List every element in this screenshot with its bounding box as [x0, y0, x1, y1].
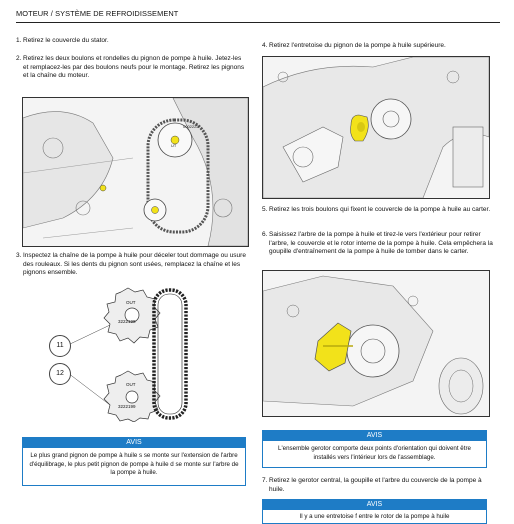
sprocket-out-label: UT	[171, 143, 177, 148]
figure-oil-pump-removal	[262, 270, 490, 417]
step-text: Inspectez la chaîne de la pompe à huile pour déceler tout dommage ou usure des rouleaux. Si les dents du pignon sont usées, remplacez la chaîne et les pignons ensemble.	[23, 252, 246, 277]
callout-11: 11	[49, 335, 71, 357]
avis-text: Le plus grand pignon de pompe à huile s se monte sur l'extension de l'arbre d'équilibrage, le plus petit pignon de pompe à huile d se monte sur l'arbre de la pompe à huile.	[29, 452, 239, 477]
figure-chain-sprockets	[44, 287, 204, 422]
step-2	[16, 55, 248, 81]
section-title: MOTEUR / SYSTÈME DE REFROIDISSEMENT	[16, 9, 179, 18]
top-gear-out-label: OUT	[126, 300, 136, 305]
step-number: 7.	[262, 477, 268, 484]
avis-title-right-2: AVIS	[262, 499, 487, 510]
step-text: Saisissez l'arbre de la pompe à huile et tirez-le vers l'extérieur pour retirer l'arbre, le couvercle et le rotor interne de la pompe à huile. Cela empêchera la goupille d'entraînement de la pompe à huile de tomber dans le carter.	[269, 231, 493, 256]
step-7	[262, 477, 498, 494]
bottom-gear-out-label: OUT	[126, 382, 136, 387]
step-text: Retirez l'entretoise du pignon de la pompe à huile supérieure.	[269, 42, 446, 49]
avis-title-right: AVIS	[262, 430, 487, 441]
step-text: Retirez les trois boulons qui fixent le couvercle de la pompe à huile au carter.	[269, 206, 491, 213]
avis-text: L'ensemble gerotor comporte deux points d'orientation qui doivent être installés vers l'intérieur lors de l'assemblage.	[278, 445, 471, 461]
step-6	[262, 231, 498, 257]
avis-body-right-2	[262, 510, 487, 524]
callout-12: 12	[49, 363, 71, 385]
step-1	[16, 37, 248, 46]
step-text: Retirez le gerotor central, la goupille et l'arbre du couvercle de la pompe à huile.	[269, 477, 482, 493]
step-4	[262, 42, 502, 51]
engine-sprocket-illustration	[23, 98, 248, 246]
figure-oil-pump-sprockets	[22, 97, 249, 247]
page-header	[16, 9, 500, 23]
step-5	[262, 206, 498, 215]
step-text: Retirez le couvercle du stator.	[23, 37, 109, 44]
step-3	[16, 252, 248, 278]
avis-text: Il y a une entretoise f entre le rotor de la pompe à huile	[299, 513, 450, 520]
bottom-gear-part-number: 3222199	[118, 404, 136, 409]
engine-spacer-illustration	[263, 57, 489, 198]
oil-pump-removal-illustration	[263, 271, 489, 416]
step-number: 6.	[262, 231, 268, 238]
avis-title-left: AVIS	[22, 437, 246, 448]
sprocket-part-label: 0002222	[183, 124, 199, 129]
avis-body-left	[22, 448, 246, 486]
step-number: 3.	[16, 252, 22, 259]
step-number: 1.	[16, 37, 22, 44]
avis-body-right	[262, 441, 487, 468]
step-number: 2.	[16, 55, 22, 62]
step-text: Retirez les deux boulons et rondelles du pignon de pompe à huile. Jetez-les et remplacez-les par des boulons neufs pour le montage. Retirez les pignons et la chaîne du moteur.	[23, 55, 245, 80]
step-number: 4.	[262, 42, 268, 49]
step-number: 5.	[262, 206, 268, 213]
figure-upper-spacer	[262, 56, 490, 199]
chain-and-sprockets-illustration	[44, 287, 204, 422]
top-gear-part-number: 3222198	[118, 319, 136, 324]
